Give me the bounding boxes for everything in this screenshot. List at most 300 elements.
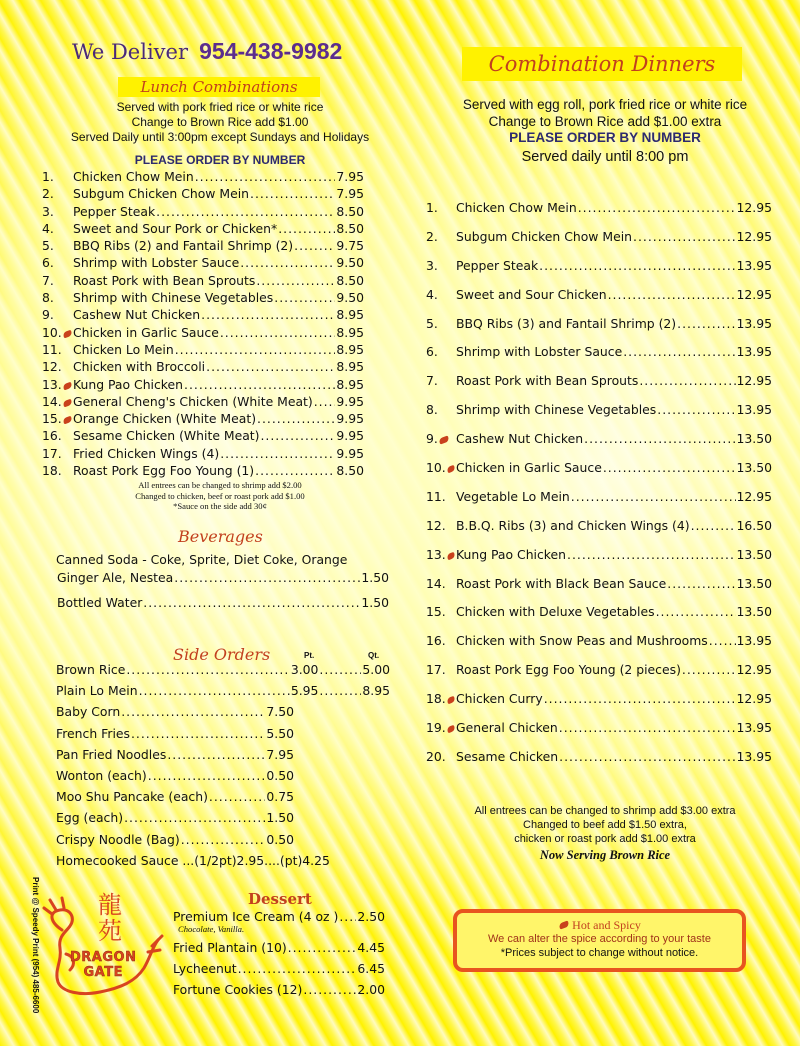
menu-item[interactable] <box>42 307 364 324</box>
dinner-info-line: Change to Brown Rice add $1.00 extra <box>488 113 722 129</box>
pint-price: 5.95 <box>290 683 319 699</box>
item-name: Ginger Ale, Nestea <box>57 570 174 585</box>
dot-leader <box>238 961 357 976</box>
item-name: Moo Shu Pancake (each) <box>56 789 208 805</box>
dot-leader <box>131 726 265 741</box>
item-price: 13.95 <box>736 720 772 736</box>
dot-leader <box>709 633 736 648</box>
item-name: Fried Plantain (10) <box>173 940 287 955</box>
delivery-header <box>72 38 342 65</box>
menu-item[interactable] <box>426 316 772 345</box>
item-price: 13.50 <box>736 575 772 591</box>
pint-price: 7.50 <box>266 704 294 720</box>
item-name: General Cheng's Chicken (White Meat) <box>73 393 313 409</box>
hot-pepper-icon <box>62 416 73 425</box>
menu-item[interactable] <box>426 373 772 402</box>
lunch-info-line: Served Daily until 3:00pm except Sundays and Holidays <box>70 130 370 144</box>
item-price: 7.95 <box>336 186 364 202</box>
dot-leader <box>167 747 265 762</box>
item-price: 13.95 <box>736 257 772 273</box>
item-name: Cashew Nut Chicken <box>456 431 584 447</box>
item-price: 12.95 <box>736 691 772 707</box>
item-name: Crispy Noodle (Bag) <box>56 831 180 847</box>
menu-item[interactable] <box>56 789 390 810</box>
pint-price: 5.50 <box>266 725 294 741</box>
side-orders-title: Side Orders <box>173 645 271 664</box>
dinner-menu-list <box>426 200 772 778</box>
phone-number[interactable]: 954-438-9982 <box>199 38 343 64</box>
dot-leader <box>209 789 265 804</box>
dinner-served-hours: Served daily until 8:00 pm <box>521 148 689 165</box>
dinner-note: Changed to beef add $1.50 extra, <box>523 819 687 831</box>
side-orders-list <box>56 662 390 874</box>
menu-item[interactable] <box>426 749 772 778</box>
item-number-wrap <box>426 691 456 706</box>
menu-item[interactable] <box>426 662 772 691</box>
hot-pepper-icon <box>558 920 569 929</box>
dot-leader <box>559 720 736 735</box>
item-name: Vegetable Lo Mein <box>456 488 570 504</box>
menu-item[interactable] <box>56 683 390 704</box>
item-name: Wonton (each) <box>56 767 147 783</box>
menu-item[interactable] <box>42 290 364 307</box>
dot-leader <box>544 691 736 706</box>
price-change-note: *Prices subject to change without notice. <box>500 947 699 959</box>
pint-price: 0.75 <box>266 789 294 805</box>
lunch-info-line: Change to Brown Rice add $1.00 <box>131 115 309 129</box>
item-price: 13.95 <box>736 344 772 360</box>
item-name: Shrimp with Lobster Sauce <box>456 344 623 360</box>
item-price: 13.50 <box>736 546 772 562</box>
dot-leader <box>677 316 735 331</box>
menu-item[interactable] <box>42 273 364 290</box>
item-number-wrap <box>42 411 73 426</box>
item-number: 2. <box>42 186 54 202</box>
item-name: Brown Rice <box>56 662 126 677</box>
item-number-wrap <box>426 547 456 562</box>
item-number: 16. <box>426 633 446 649</box>
item-name: Chicken with Broccoli <box>73 359 206 375</box>
menu-item[interactable] <box>426 489 772 518</box>
item-name: Egg (each) <box>56 810 124 826</box>
item-price: 8.95 <box>336 359 364 375</box>
menu-item[interactable] <box>42 394 364 411</box>
item-price: 13.95 <box>736 633 772 649</box>
menu-item[interactable] <box>173 961 385 982</box>
hot-pepper-icon <box>62 329 73 338</box>
menu-item[interactable] <box>426 547 772 576</box>
dot-leader <box>220 446 335 461</box>
menu-item[interactable] <box>426 258 772 287</box>
menu-item[interactable] <box>426 287 772 316</box>
item-price: 12.95 <box>736 488 772 504</box>
item-number: 5. <box>42 238 54 254</box>
lunch-notes <box>40 480 400 512</box>
item-number: 17. <box>426 662 446 678</box>
dot-leader <box>633 229 736 244</box>
dot-leader <box>539 258 735 273</box>
dessert-list <box>173 909 385 1003</box>
dot-leader <box>240 255 335 270</box>
dinner-order-by-number: PLEASE ORDER BY NUMBER <box>509 130 701 145</box>
item-number: 15. <box>426 604 446 620</box>
item-number-wrap <box>42 325 73 340</box>
pint-price: 1.50 <box>266 810 294 826</box>
quart-price: 8.95 <box>362 683 390 699</box>
pint-price: 0.50 <box>266 767 294 783</box>
menu-item[interactable] <box>42 186 364 203</box>
dot-leader <box>303 982 356 997</box>
logo-text-line2: GATE <box>83 965 123 980</box>
hot-pepper-icon <box>446 551 456 559</box>
item-name: French Fries <box>56 725 130 741</box>
item-number: 3. <box>42 203 54 219</box>
item-price: 1.50 <box>361 570 389 585</box>
item-number: 20. <box>426 748 446 764</box>
item-name: Fried Chicken Wings (4) <box>73 445 220 461</box>
item-price: 16.50 <box>736 517 772 533</box>
item-number: 9. <box>426 431 438 447</box>
item-price: 8.50 <box>336 463 364 479</box>
menu-item[interactable] <box>426 691 772 720</box>
item-number-wrap <box>42 377 73 392</box>
item-name: Roast Pork Egg Foo Young (2 pieces) <box>456 662 681 678</box>
item-name: BBQ Ribs (3) and Fantail Shrimp (2) <box>456 315 677 331</box>
menu-item[interactable] <box>42 428 364 445</box>
item-number: 1. <box>42 169 54 184</box>
dragon-gate-logo <box>40 892 165 1002</box>
item-name: Pepper Steak <box>73 203 156 219</box>
item-name: Kung Pao Chicken <box>456 546 567 562</box>
item-number: 8. <box>42 290 54 306</box>
dot-leader <box>571 489 736 504</box>
item-description: Chocolate, Vanilla. <box>178 924 245 934</box>
hot-pepper-icon <box>446 465 456 473</box>
item-number: 8. <box>426 402 438 418</box>
item-price: 9.75 <box>336 238 364 254</box>
item-name: Bottled Water <box>57 595 143 610</box>
dinner-note: All entrees can be changed to shrimp add $3.00 extra <box>474 805 736 817</box>
item-name: General Chicken <box>456 720 558 736</box>
item-price: 8.95 <box>336 376 364 392</box>
item-number-wrap <box>426 431 456 446</box>
item-price: 9.50 <box>336 290 364 306</box>
item-price: 9.95 <box>336 445 364 461</box>
item-price: 9.95 <box>336 411 364 427</box>
item-name: Roast Pork with Black Bean Sauce <box>456 575 667 591</box>
dot-leader <box>657 402 735 417</box>
dot-leader <box>255 463 335 478</box>
menu-item[interactable] <box>42 169 364 186</box>
menu-item[interactable] <box>57 595 389 620</box>
dot-leader <box>250 186 335 201</box>
item-price: 7.95 <box>336 169 364 184</box>
item-price: 12.95 <box>736 286 772 302</box>
dot-leader <box>667 576 735 591</box>
quart-label: Qt. <box>368 651 380 660</box>
hot-spicy-label: Hot and Spicy <box>572 918 641 932</box>
dot-leader <box>288 940 357 955</box>
dessert-title: Dessert <box>248 890 312 908</box>
menu-item[interactable] <box>57 570 389 595</box>
item-name: B.B.Q. Ribs (3) and Chicken Wings (4) <box>456 517 690 533</box>
item-price: 12.95 <box>736 662 772 678</box>
item-price: 12.95 <box>736 228 772 244</box>
dot-leader <box>623 344 735 359</box>
dot-leader <box>124 810 265 825</box>
menu-item[interactable] <box>173 982 385 1003</box>
item-name: Chicken Chow Mein <box>456 200 577 215</box>
item-price: 8.95 <box>336 324 364 340</box>
item-price: 4.45 <box>357 940 385 955</box>
item-name: Cashew Nut Chicken <box>73 307 201 323</box>
item-name: Pan Fried Noodles <box>56 746 167 762</box>
dot-leader <box>156 204 335 219</box>
item-name: Chicken with Snow Peas and Mushrooms <box>456 633 708 649</box>
lunch-info <box>40 100 400 145</box>
dot-leader <box>608 287 736 302</box>
item-name: Kung Pao Chicken <box>73 376 184 392</box>
menu-item[interactable] <box>56 810 390 831</box>
item-number: 17. <box>42 445 62 461</box>
item-number: 4. <box>426 286 438 302</box>
dot-leader <box>682 662 736 677</box>
item-name: Shrimp with Chinese Vegetables <box>73 290 274 306</box>
menu-item[interactable] <box>42 359 364 376</box>
item-name: Lycheenut <box>173 961 237 976</box>
dot-leader <box>126 662 289 677</box>
dot-leader <box>278 221 335 236</box>
item-number-wrap <box>426 460 456 475</box>
item-number: 6. <box>426 344 438 360</box>
menu-item[interactable] <box>426 344 772 373</box>
item-number: 12. <box>426 517 446 533</box>
spice-alter-note: We can alter the spice according to your taste <box>488 933 711 945</box>
item-number: 7. <box>42 272 54 288</box>
dot-leader <box>691 518 736 533</box>
dot-leader <box>174 570 360 585</box>
item-price: 9.95 <box>336 393 364 409</box>
item-name: Roast Pork with Bean Sprouts <box>456 373 639 389</box>
lunch-combinations-title: Lunch Combinations <box>118 77 320 97</box>
item-number: 6. <box>42 255 54 271</box>
item-price: 8.95 <box>336 341 364 357</box>
menu-item[interactable] <box>42 255 364 272</box>
deliver-label: We Deliver <box>72 40 189 64</box>
menu-item[interactable] <box>42 463 364 480</box>
lunch-note: All entrees can be changed to shrimp add $2.00 <box>138 480 302 490</box>
beverages-list <box>57 570 389 620</box>
lunch-note: Changed to chicken, beef or roast pork add $1.00 <box>135 490 305 501</box>
item-name: BBQ Ribs (2) and Fantail Shrimp (2) <box>73 238 294 254</box>
item-name: Premium Ice Cream (4 oz ) <box>173 909 339 924</box>
menu-item[interactable] <box>426 431 772 460</box>
hot-and-spicy-notice <box>453 909 746 972</box>
menu-item[interactable] <box>56 662 390 683</box>
pint-label: Pt. <box>304 651 315 660</box>
item-price: 8.50 <box>336 220 364 236</box>
item-number: 10. <box>426 460 446 476</box>
item-price: 8.50 <box>336 203 364 219</box>
hot-pepper-icon <box>446 696 456 704</box>
item-price: 8.95 <box>336 307 364 323</box>
item-name: Chicken in Garlic Sauce <box>456 460 602 476</box>
menu-item[interactable] <box>56 747 390 768</box>
menu-item[interactable] <box>42 204 364 221</box>
item-name: Sesame Chicken (White Meat) <box>73 428 260 444</box>
dot-leader <box>195 169 336 184</box>
pint-price: 0.50 <box>266 831 294 847</box>
item-number-wrap <box>42 394 73 409</box>
menu-item[interactable] <box>56 853 390 874</box>
dot-leader <box>578 200 736 215</box>
pint-price: 3.00 <box>290 662 319 677</box>
dinner-info-line: Served with egg roll, pork fried rice or white rice <box>462 97 748 112</box>
item-number: 18. <box>42 463 62 479</box>
hot-pepper-icon <box>62 398 73 407</box>
menu-item[interactable] <box>426 633 772 662</box>
menu-item[interactable] <box>56 768 390 789</box>
item-number: 2. <box>426 228 438 244</box>
item-number: 9. <box>42 307 54 323</box>
homecooked-sauce: Homecooked Sauce ...(1/2pt)2.95....(pt)4.25 <box>56 852 330 868</box>
item-name: Fortune Cookies (12) <box>173 982 303 997</box>
dot-leader <box>206 359 335 374</box>
menu-item[interactable] <box>56 832 390 853</box>
item-price: 2.00 <box>357 982 385 997</box>
item-price: 2.50 <box>357 909 385 924</box>
dot-leader <box>584 431 735 446</box>
item-price: 8.50 <box>336 272 364 288</box>
printer-credit: Print @ Speedy Print (954) 485-6600 <box>31 877 40 1014</box>
item-number-wrap <box>426 720 456 735</box>
menu-item[interactable] <box>426 229 772 258</box>
item-name: Chicken Curry <box>456 691 543 707</box>
item-name: Subgum Chicken Chow Mein <box>73 186 249 202</box>
menu-item[interactable] <box>56 704 390 725</box>
dot-leader <box>220 325 336 340</box>
menu-item[interactable] <box>426 402 772 431</box>
menu-item[interactable] <box>42 325 364 342</box>
dot-leader <box>121 704 265 719</box>
item-number: 14. <box>426 575 446 591</box>
lunch-menu-list <box>42 169 364 480</box>
dot-leader <box>567 547 736 562</box>
menu-item[interactable] <box>42 238 364 255</box>
item-name: Roast Pork Egg Foo Young (1) <box>73 463 255 479</box>
dot-leader <box>143 595 360 610</box>
menu-item[interactable] <box>426 518 772 547</box>
item-number: 13. <box>42 376 62 392</box>
item-name: Shrimp with Chinese Vegetables <box>456 402 657 418</box>
hot-pepper-icon <box>446 725 456 733</box>
dot-leader <box>256 273 335 288</box>
menu-item[interactable] <box>426 604 772 633</box>
quart-price: 5.00 <box>362 662 390 677</box>
beverage-soda-line: Canned Soda - Coke, Sprite, Diet Coke, Orange <box>56 552 348 567</box>
item-price: 13.95 <box>736 748 772 764</box>
dot-leader <box>319 683 361 698</box>
item-name: Pepper Steak <box>456 257 539 273</box>
item-price: 13.95 <box>736 402 772 418</box>
dot-leader <box>260 428 335 443</box>
dinner-note: chicken or roast pork add $1.00 extra <box>514 833 696 845</box>
combination-dinners-title: Combination Dinners <box>462 47 742 81</box>
menu-item[interactable] <box>42 377 364 394</box>
menu-item[interactable] <box>42 342 364 359</box>
lunch-order-by-number: PLEASE ORDER BY NUMBER <box>134 153 306 167</box>
item-name: Chicken with Deluxe Vegetables <box>456 604 655 620</box>
item-name: Roast Pork with Bean Sprouts <box>73 272 256 288</box>
item-name: Subgum Chicken Chow Mein <box>456 228 632 244</box>
item-name: Shrimp with Lobster Sauce <box>73 255 240 271</box>
menu-item[interactable] <box>426 460 772 489</box>
item-number: 18. <box>426 691 446 707</box>
item-number: 11. <box>42 341 62 357</box>
menu-item[interactable] <box>426 720 772 749</box>
menu-item[interactable] <box>42 446 364 463</box>
dot-leader <box>603 460 736 475</box>
item-price: 13.50 <box>736 431 772 447</box>
item-number: 14. <box>42 393 62 409</box>
logo-chinese-characters: 龍苑 <box>98 891 122 945</box>
menu-item[interactable] <box>426 576 772 605</box>
dot-leader <box>184 377 335 392</box>
dot-leader <box>274 290 335 305</box>
hot-spicy-legend <box>457 918 742 932</box>
menu-item[interactable] <box>42 411 364 428</box>
item-number: 7. <box>426 373 438 389</box>
item-number: 13. <box>426 546 446 562</box>
dinner-notes <box>410 804 800 864</box>
dot-leader <box>639 373 735 388</box>
item-number: 16. <box>42 428 62 444</box>
beverages-title: Beverages <box>178 527 263 546</box>
hot-pepper-icon <box>438 436 449 445</box>
item-number: 15. <box>42 411 62 427</box>
item-number: 10. <box>42 324 62 340</box>
item-number: 3. <box>426 257 438 273</box>
dot-leader <box>139 683 290 698</box>
item-price: 12.95 <box>736 200 772 215</box>
item-name: Plain Lo Mein <box>56 683 138 699</box>
item-number: 12. <box>42 359 62 375</box>
item-number: 4. <box>42 220 54 236</box>
menu-item[interactable] <box>56 726 390 747</box>
item-price: 13.95 <box>736 315 772 331</box>
item-name: Chicken Chow Mein <box>73 169 194 184</box>
dot-leader <box>339 909 356 924</box>
pint-price: 7.95 <box>266 746 294 762</box>
item-price: 1.50 <box>361 595 389 610</box>
dinner-info <box>410 97 800 167</box>
item-price: 6.45 <box>357 961 385 976</box>
dot-leader <box>201 307 335 322</box>
item-number: 5. <box>426 315 438 331</box>
dot-leader <box>181 832 266 847</box>
dot-leader <box>257 411 335 426</box>
menu-item[interactable] <box>173 940 385 961</box>
item-price: 12.95 <box>736 373 772 389</box>
menu-item[interactable] <box>42 221 364 238</box>
item-price: 9.50 <box>336 255 364 271</box>
lunch-info-line: Served with pork fried rice or white rice <box>116 100 324 114</box>
dot-leader <box>656 604 736 619</box>
menu-item[interactable] <box>426 200 772 229</box>
item-name: Baby Corn <box>56 704 121 720</box>
item-price: 9.95 <box>336 428 364 444</box>
dot-leader <box>559 749 735 764</box>
